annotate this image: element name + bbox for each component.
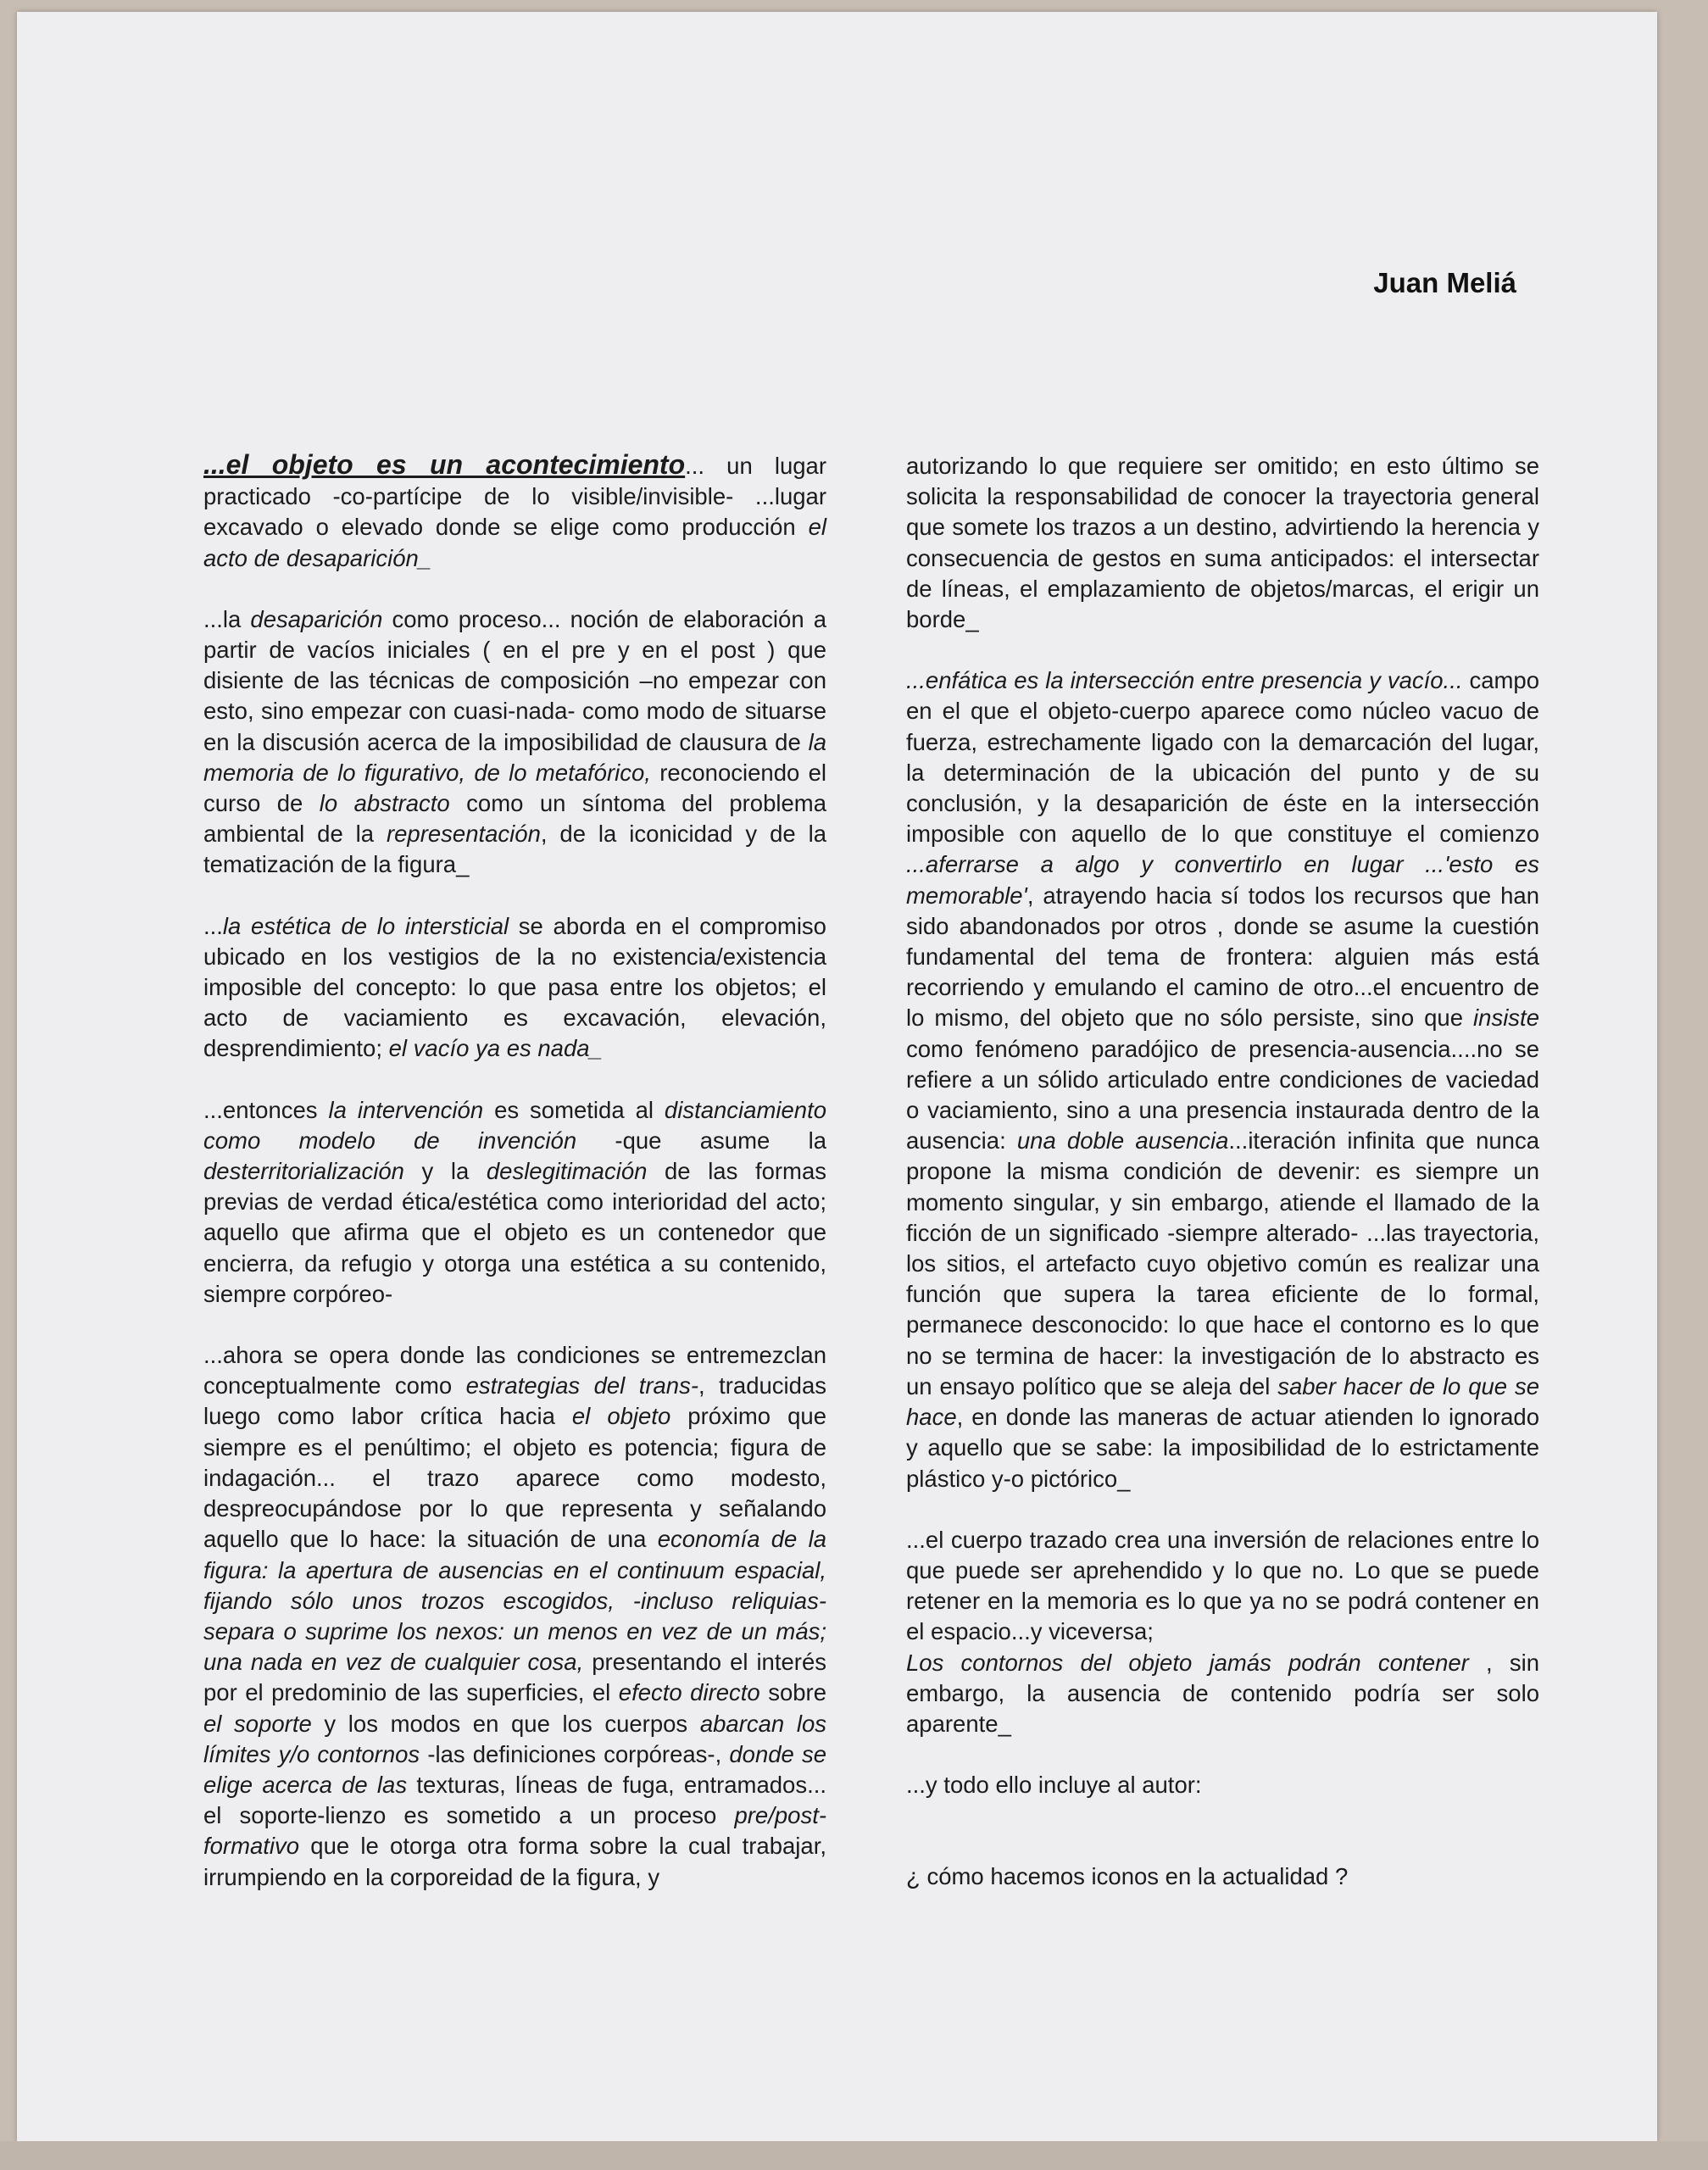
text-run-italic: ...enfática es la intersección entre presencia y vacío... xyxy=(906,667,1463,694)
text-run: presentando el interés por el predominio de las superficies, el xyxy=(203,1649,826,1706)
text-run-italic: el objeto xyxy=(571,1403,671,1430)
paragraph-2 xyxy=(203,604,826,881)
author-name: Juan Meliá xyxy=(1373,267,1516,298)
text-run-italic: economía de la figura: la apertura de ausencias en el continuum espacial, fijando sólo unos trozos escogidos, -incluso reliquias- separa o suprime los nexos: un menos en vez de un más; una nada en vez de cualquier cosa, xyxy=(203,1526,826,1676)
paragraph-9: ...y todo ello incluye al autor: xyxy=(906,1772,1202,1799)
text-run: ...iteración infinita que nunca propone la misma condición de devenir: es siempre un momento singular, y sin embargo, atiende el llamado de la ficción de un significado -siempre alterado- ...las trayectoria, los sitios, el artefacto cuyo objetivo común es realizar una función que supera la tarea eficiente de lo formal, permanece desconocido: lo que hace el contorno es lo que no se termina de hacer: la investigación de lo abstracto es un ensayo político que se aleja del xyxy=(906,1127,1539,1399)
text-run-italic: el soporte xyxy=(203,1710,312,1737)
text-run: como un síntoma del problema ambiental de la xyxy=(203,790,826,848)
text-run: texturas, líneas de fuga, entramados... el soporte-lienzo es sometido a un proceso xyxy=(203,1771,826,1829)
closing-question: ¿ cómo hacemos iconos en la actualidad ? xyxy=(906,1863,1349,1890)
text-run-italic: pre/post-formativo xyxy=(203,1802,826,1860)
text-run: ...entonces xyxy=(203,1096,329,1123)
text-run-italic: donde se elige acerca de las xyxy=(203,1740,827,1798)
text-run-italic: Los contornos del objeto jamás podrán contener xyxy=(906,1649,1469,1676)
text-run-italic: el vacío ya es nada_ xyxy=(388,1035,603,1062)
text-run: ... un lugar practicado -co-partícipe de lo visible/invisible- ...lugar excavado o elevado donde se elige como producción xyxy=(203,453,826,541)
text-run: próximo que siempre es el penúltimo; el objeto es potencia; figura de indagación... el trazo aparece como modesto, despreocupándose por lo que representa y señalando aquello que lo hace: la situación de una xyxy=(203,1403,826,1553)
text-run: y los modos en que los cuerpos xyxy=(311,1710,700,1737)
text-run: , traducidas luego como labor crítica hacia xyxy=(203,1372,826,1430)
text-run-italic: la intervención xyxy=(328,1096,484,1123)
text-run: de las formas previas de verdad ética/estética como interioridad del acto; aquello que afirma que el objeto es un contenedor que encierra, da refugio y otorga una estética a su contenido, siempre corpóreo- xyxy=(203,1158,826,1307)
text-run-italic: desterritorialización xyxy=(203,1158,404,1185)
text-run: -que asume la xyxy=(576,1127,827,1154)
text-run-italic: la estética de lo intersticial xyxy=(222,912,509,939)
text-run: , atrayendo hacia sí todos los recursos que han sido abandonados por otros , donde se asume la cuestión fundamental del tema de frontera: alguien más está recorriendo y emulando el camino de otro...el encuentro de lo mismo, del objeto que no sólo persiste, sino que xyxy=(906,882,1539,1032)
text-run: que le otorga otra forma sobre la cual trabajar, irrumpiendo en la corporeidad de la figura, y xyxy=(203,1833,826,1890)
text-run: se aborda en el compromiso ubicado en los vestigios de la no existencia/existencia imposible del concepto: lo que pasa entre los objetos; el acto de vaciamiento es excavación, elevación, desprendimiento; xyxy=(203,912,826,1062)
text-run: como proceso... noción de elaboración a partir de vacíos iniciales ( en el pre y en el post ) que disiente de las técnicas de composición –no empezar con esto, sino empezar con cuasi-nada- como modo de situarse en la discusión acerca de la imposibilidad de clausura de xyxy=(203,605,827,755)
text-run: , sin embargo, la ausencia de contenido podría ser solo aparente_ xyxy=(906,1649,1540,1737)
text-run-italic: deslegitimación xyxy=(486,1158,648,1185)
table-surface xyxy=(0,2141,1708,2170)
text-run-italic: desaparición xyxy=(250,605,383,632)
text-run: sobre xyxy=(759,1679,826,1706)
text-run-italic: insiste xyxy=(1473,1004,1539,1032)
paragraph-1 xyxy=(203,449,826,574)
text-run-italic: ...aferrarse a algo y convertirlo en lugar ...'esto es memorable' xyxy=(906,851,1539,909)
paragraph-7 xyxy=(906,665,1539,1494)
text-run-italic: la memoria de lo figurativo, de lo metafórico, xyxy=(203,728,826,786)
text-run: y la xyxy=(403,1158,487,1185)
text-run-italic: representación xyxy=(386,821,541,848)
text-run: como fenómeno paradójico de presencia-ausencia....no se refiere a un sólido articulado entre condiciones de vaciedad o vaciamiento, sino a una presencia instaurada dentro de la ausencia: xyxy=(906,1035,1539,1155)
paragraph-3 xyxy=(203,911,826,1065)
text-run-italic: una doble ausencia xyxy=(1016,1127,1229,1155)
text-run-italic: el acto de desaparición_ xyxy=(203,514,826,571)
text-run: ...el cuerpo trazado crea una inversión de relaciones entre lo que puede ser aprehendido y lo que no. Lo que se puede retener en la memoria es lo que ya no se podrá contener en el espacio...y viceversa; xyxy=(906,1526,1539,1645)
text-run-italic: abarcan los límites y/o contornos xyxy=(203,1710,826,1767)
text-run-italic: lo abstracto xyxy=(319,790,450,817)
right-column xyxy=(906,451,1539,1923)
text-run: ... xyxy=(203,912,223,939)
text-run: , en donde las maneras de actuar atienden lo ignorado y aquello que se sabe: la imposibilidad de lo estrictamente plástico y-o pictórico_ xyxy=(906,1404,1539,1492)
text-run: -las definiciones corpóreas-, xyxy=(420,1740,730,1767)
left-column xyxy=(203,449,826,1893)
text-run-italic: distanciamiento como modelo de invención xyxy=(203,1096,826,1154)
text-run: campo en el que el objeto-cuerpo aparece como núcleo vacuo de fuerza, estrechamente ligado con la demarcación del lugar, la determinación de la ubicación del punto y de su conclusión, y la desaparición de éste en la intersección imposible con aquello de lo que constituye el comienzo xyxy=(906,667,1539,848)
paragraph-4 xyxy=(203,1095,826,1310)
essay-title: ...el objeto es un acontecimiento xyxy=(203,449,686,480)
paragraph-5 xyxy=(203,1340,826,1893)
text-run: es sometida al xyxy=(483,1096,665,1123)
text-run-italic: efecto directo xyxy=(618,1679,760,1706)
text-run: reconociendo el curso de xyxy=(203,759,826,817)
text-run: ...ahora se opera donde las condiciones se entremezclan conceptualmente como xyxy=(203,1342,826,1399)
paragraph-6: autorizando lo que requiere ser omitido; en esto último se solicita la responsabilidad de conocer la trayectoria general que somete los trazos a un destino, advirtiendo la herencia y consecuencia de gestos en suma anticipados: el intersectar de líneas, el emplazamiento de objetos/marcas, el erigir un borde_ xyxy=(906,453,1539,633)
text-run-italic: saber hacer de lo que se hace xyxy=(906,1372,1540,1431)
text-run: ...la xyxy=(203,605,251,632)
text-run-italic: estrategias del trans- xyxy=(465,1372,699,1399)
text-run: , de la iconicidad y de la tematización de la figura_ xyxy=(203,821,826,878)
paragraph-8 xyxy=(906,1525,1539,1739)
